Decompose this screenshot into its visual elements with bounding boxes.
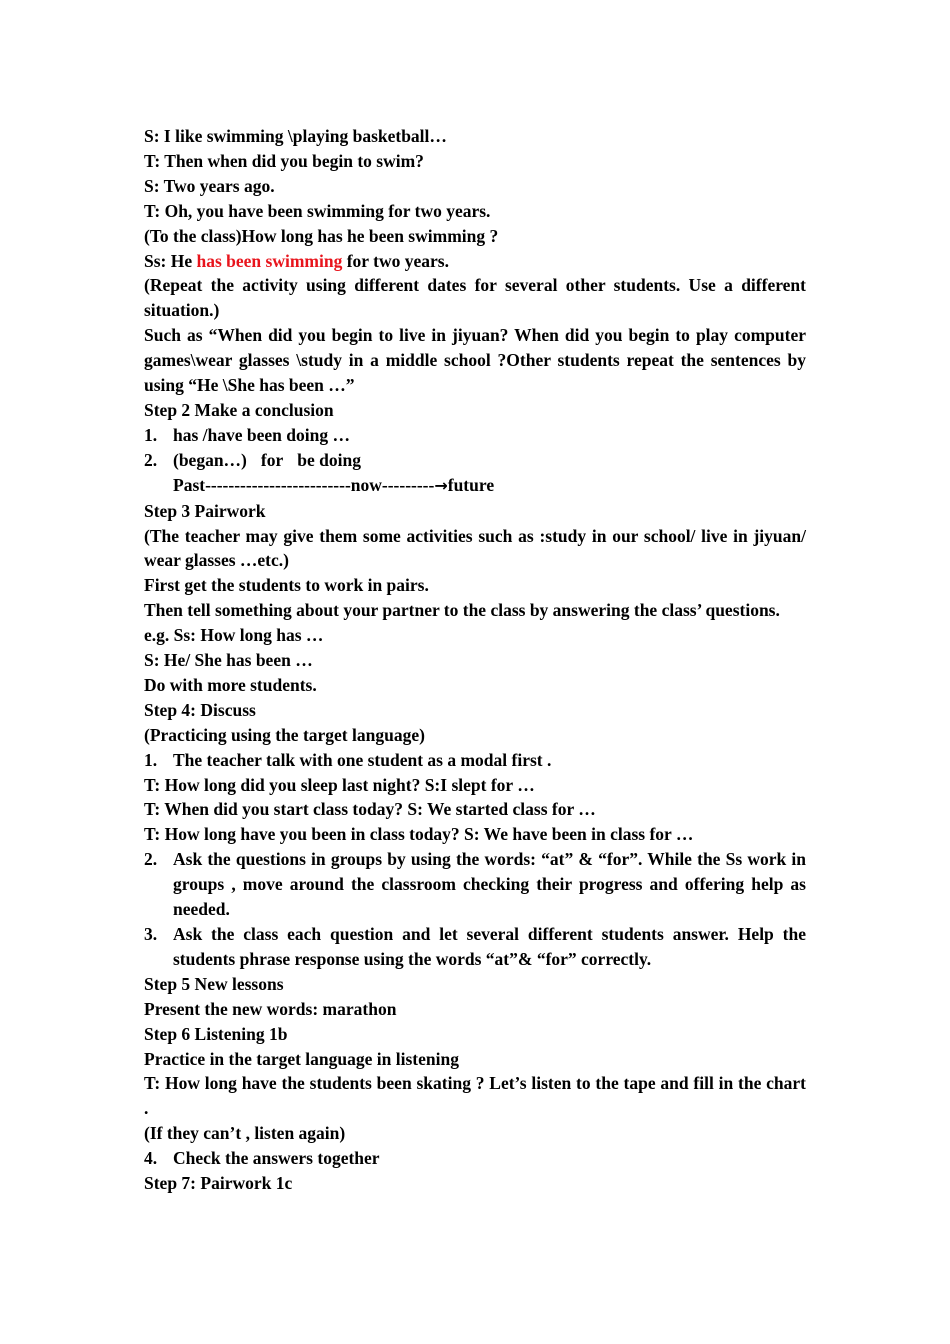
list-number: 1. bbox=[144, 749, 158, 770]
dialogue-line: (To the class)How long has he been swimming ? bbox=[144, 225, 499, 246]
list-number: 1. bbox=[144, 424, 158, 445]
highlighted-phrase: has been swimming bbox=[196, 250, 343, 271]
instruction-paragraph: (Repeat the activity using different dates for several other students. Use a different situation.) bbox=[144, 275, 806, 321]
step-heading: Step 6 Listening 1b bbox=[144, 1023, 288, 1044]
list-text: (began…) bbox=[173, 449, 247, 470]
timeline bbox=[144, 473, 806, 499]
list-number: 2. bbox=[144, 849, 158, 870]
list-item bbox=[144, 1146, 806, 1171]
instruction-paragraph: Then tell something about your partner to the class by answering the class’ questions. bbox=[144, 600, 780, 621]
instruction-paragraph: (The teacher may give them some activities such as :study in our school/ live in jiyuan/ wear glasses …etc.) bbox=[144, 525, 806, 571]
text-segment: for two years. bbox=[342, 250, 449, 271]
dialogue-line: T: How long have you been in class today? S: We have been in class for … bbox=[144, 824, 694, 845]
instruction-paragraph: T: How long have the students been skating ? Let’s listen to the tape and fill in the chart . bbox=[144, 1073, 806, 1119]
list-text: Check the answers together bbox=[173, 1148, 380, 1169]
dialogue-line: S: I like swimming \playing basketball… bbox=[144, 126, 447, 146]
list-text: The teacher talk with one student as a modal first . bbox=[173, 749, 552, 770]
instruction-line: Practice in the target language in listening bbox=[144, 1048, 459, 1069]
document-page bbox=[144, 124, 806, 1196]
list-item bbox=[144, 448, 806, 473]
list-item bbox=[144, 922, 806, 972]
dialogue-line: T: Then when did you begin to swim? bbox=[144, 150, 424, 171]
list-text: has /have been doing … bbox=[173, 424, 350, 445]
instruction-line: Present the new words: marathon bbox=[144, 998, 397, 1019]
step-heading: Step 4: Discuss bbox=[144, 699, 256, 720]
instruction-paragraph: Such as “When did you begin to live in jiyuan? When did you begin to play computer games\wear glasses \study in a middle school ?Other students repeat the sentences by using “He \She has been …” bbox=[144, 325, 806, 396]
text-segment: Ss: He bbox=[144, 250, 197, 271]
dialogue-line: T: Oh, you have been swimming for two years. bbox=[144, 200, 491, 221]
list-text: Ask the questions in groups by using the words: “at” & “for”. While the Ss work in groups , move around the classroom checking their progress and offering help as needed. bbox=[173, 849, 806, 920]
step-heading: Step 5 New lessons bbox=[144, 973, 284, 994]
list-item bbox=[144, 423, 806, 448]
list-text: for bbox=[260, 449, 284, 470]
arrow-right-icon: → bbox=[434, 475, 448, 495]
instruction-line: First get the students to work in pairs. bbox=[144, 575, 429, 596]
list-item bbox=[144, 748, 806, 773]
instruction-line: Do with more students. bbox=[144, 674, 317, 695]
dialogue-line-highlighted bbox=[144, 249, 806, 274]
list-text: Ask the class each question and let several different students answer. Help the students phrase response using the words “at”& “for” correctly. bbox=[173, 924, 806, 969]
step-heading: Step 2 Make a conclusion bbox=[144, 399, 334, 420]
list-number: 4. bbox=[144, 1148, 158, 1169]
list-item bbox=[144, 847, 806, 922]
dialogue-line: e.g. Ss: How long has … bbox=[144, 625, 324, 646]
dialogue-line: S: He/ She has been … bbox=[144, 650, 313, 671]
instruction-line: (If they can’t , listen again) bbox=[144, 1123, 346, 1144]
list-number: 3. bbox=[144, 924, 158, 944]
list-text: be doing bbox=[297, 449, 361, 470]
dialogue-line: T: When did you start class today? S: We started class for … bbox=[144, 799, 596, 820]
step-heading: Step 3 Pairwork bbox=[144, 500, 266, 521]
timeline-text: future bbox=[447, 474, 495, 495]
instruction-line: (Practicing using the target language) bbox=[144, 724, 425, 745]
step-heading: Step 7: Pairwork 1c bbox=[144, 1173, 293, 1194]
timeline-text: Past-------------------------now--------- bbox=[173, 474, 435, 495]
dialogue-line: T: How long did you sleep last night? S:I slept for … bbox=[144, 774, 535, 795]
dialogue-line: S: Two years ago. bbox=[144, 175, 275, 196]
list-number: 2. bbox=[144, 449, 158, 470]
